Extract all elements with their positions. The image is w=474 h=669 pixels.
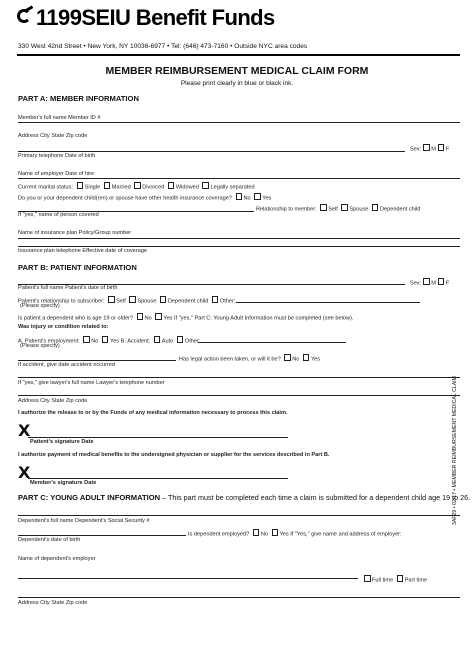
relationship-label: Relationship to member: bbox=[256, 206, 317, 213]
legal-action-yes-checkbox[interactable] bbox=[303, 354, 310, 361]
dependent-age-no-label: No bbox=[144, 315, 152, 322]
patient-sex-m-checkbox[interactable] bbox=[423, 278, 430, 285]
legal-action-no-label: No bbox=[292, 356, 300, 363]
relationship-row bbox=[256, 204, 420, 213]
dependent-age-yes-checkbox[interactable] bbox=[155, 313, 162, 320]
marital-single-label: Single bbox=[84, 184, 101, 191]
marital-single-checkbox[interactable] bbox=[77, 182, 84, 189]
accident-date-field[interactable] bbox=[18, 360, 176, 361]
other-coverage-yes-label: Yes bbox=[262, 195, 272, 202]
legal-action-row bbox=[179, 354, 320, 363]
other-coverage-no-label: No bbox=[243, 195, 251, 202]
dependent-age-yes-label: Yes If "yes," Part C: Young Adult Information must be completed (see below). bbox=[163, 315, 354, 322]
full-time-checkbox[interactable] bbox=[364, 575, 371, 582]
marital-divorced-label: Divorced bbox=[142, 184, 165, 191]
part-c-header bbox=[18, 493, 470, 502]
full-time-label: Full time bbox=[372, 577, 394, 584]
dependent-name-field[interactable] bbox=[18, 515, 460, 516]
part-time-checkbox[interactable] bbox=[397, 575, 404, 582]
member-name-field[interactable] bbox=[18, 122, 460, 123]
employment-yes-checkbox[interactable] bbox=[102, 336, 109, 343]
employment-type-row bbox=[362, 575, 427, 584]
authorize-statement: I authorize payment of medical benefits to the undersigned physician or supplier for the services described in Part B. bbox=[18, 452, 330, 458]
patient-sex-m-label: M bbox=[431, 280, 436, 287]
relationship-child-checkbox[interactable] bbox=[372, 204, 379, 211]
logo-mark-icon bbox=[17, 7, 35, 27]
member-sex-label: Sex: bbox=[410, 146, 422, 153]
funds-address: 330 West 42nd Street • New York, NY 10036-6977 • Tel: (646) 473-7160 • Outside NYC area codes bbox=[18, 43, 308, 50]
member-sex-f-label: F bbox=[445, 146, 450, 153]
patient-sex-f-checkbox[interactable] bbox=[438, 278, 445, 285]
member-name-label: Member's full name Member ID # bbox=[18, 115, 101, 121]
dependent-name-label: Dependent's full name Dependent's Social Security # bbox=[18, 518, 150, 524]
legal-action-question: Has legal action been taken, or will it be? bbox=[179, 356, 281, 363]
patient-sex-label: Sex: bbox=[410, 280, 422, 287]
logo-text: 1199SEIU Benefit Funds bbox=[36, 5, 275, 30]
dependent-age-question: Is patient a dependent who is age 19 or older? bbox=[18, 315, 134, 322]
patient-rel-spouse-label: Spouse bbox=[137, 298, 157, 305]
lawyer-address-label: Address City State Zip code bbox=[18, 398, 88, 404]
patient-relationship-label: Patient's relationship to subscriber: bbox=[18, 298, 105, 305]
patient-rel-self-label: Self bbox=[116, 298, 126, 305]
header-rule bbox=[17, 54, 460, 56]
dependent-age-row bbox=[18, 313, 353, 322]
relationship-self-checkbox[interactable] bbox=[320, 204, 327, 211]
dependent-address-field[interactable] bbox=[18, 597, 460, 598]
part-b-heading: PART B: PATIENT INFORMATION bbox=[18, 263, 137, 272]
form-subtitle: Please print clearly in blue or black ink. bbox=[180, 80, 294, 87]
other-coverage-yes-checkbox[interactable] bbox=[254, 193, 261, 200]
part-c-note: – This part must be completed each time a claim is submitted for a dependent child age 19 to 26. bbox=[162, 493, 471, 502]
insurance-phone-field[interactable] bbox=[18, 246, 460, 247]
lawyer-field[interactable] bbox=[18, 377, 460, 378]
other-coverage-row bbox=[18, 193, 271, 202]
dependent-employer-label: Name of dependent's employer bbox=[18, 556, 96, 562]
other-coverage-no-checkbox[interactable] bbox=[236, 193, 243, 200]
accident-other-label: Other: bbox=[184, 338, 201, 345]
marital-married-checkbox[interactable] bbox=[104, 182, 111, 189]
accident-auto-checkbox[interactable] bbox=[154, 336, 161, 343]
accident-other-field[interactable] bbox=[198, 342, 346, 343]
legal-action-yes-label: Yes bbox=[310, 356, 321, 363]
employment-label: A. Patient's employment: bbox=[18, 338, 80, 345]
accident-date-label: If accident, give date accident occurred bbox=[18, 362, 116, 368]
member-signature-x: X bbox=[18, 463, 31, 482]
marital-widowed-checkbox[interactable] bbox=[168, 182, 175, 189]
release-statement: I authorize the release to or by the Funds of any medical information necessary to process this claim. bbox=[18, 410, 288, 416]
patient-signature-field[interactable] bbox=[28, 437, 288, 438]
employer-field[interactable] bbox=[18, 178, 460, 179]
member-address-field[interactable] bbox=[18, 151, 405, 152]
dependent-employed-row bbox=[188, 529, 402, 538]
insurance-plan-field[interactable] bbox=[18, 238, 460, 239]
relationship-spouse-label: Spouse bbox=[349, 206, 369, 213]
legal-action-no-checkbox[interactable] bbox=[284, 354, 291, 361]
marital-divorced-checkbox[interactable] bbox=[134, 182, 141, 189]
marital-status-label: Current marital status: bbox=[18, 184, 74, 191]
member-sex-m-checkbox[interactable] bbox=[423, 144, 430, 151]
part-a-heading: PART A: MEMBER INFORMATION bbox=[18, 94, 139, 103]
patient-rel-other-field[interactable] bbox=[236, 302, 420, 303]
member-signature-label: Member's signature Date bbox=[30, 480, 97, 486]
insurance-plan-label: Name of insurance plan Policy/Group number bbox=[18, 230, 132, 236]
marital-widowed-label: Widowed bbox=[175, 184, 199, 191]
patient-signature-x: X bbox=[18, 421, 31, 440]
dependent-employed-yes-checkbox[interactable] bbox=[272, 529, 279, 536]
lawyer-label: If "yes," give lawyer's full name Lawyer's telephone number bbox=[18, 380, 165, 386]
patient-rel-other-checkbox[interactable] bbox=[212, 296, 219, 303]
dependent-employed-question: Is dependent employed? bbox=[188, 531, 250, 538]
accident-other-checkbox[interactable] bbox=[177, 336, 184, 343]
insurance-phone-label: Insurance plan telephone Effective date of coverage bbox=[18, 248, 147, 254]
member-address-label: Address City State Zip code bbox=[18, 133, 88, 139]
patient-rel-specify: (Please specify) bbox=[20, 303, 60, 309]
person-covered-label: If "yes," name of person covered bbox=[18, 212, 99, 218]
employment-no-label: No bbox=[91, 338, 99, 345]
member-signature-field[interactable] bbox=[28, 478, 288, 479]
member-sex bbox=[410, 144, 449, 153]
patient-rel-child-label: Dependent child bbox=[167, 298, 209, 305]
relationship-self-label: Self bbox=[328, 206, 338, 213]
patient-signature-label: Patient's signature Date bbox=[30, 439, 94, 445]
employment-specify: (Please specify) bbox=[20, 343, 60, 349]
patient-sex-f-label: F bbox=[445, 280, 450, 287]
dependent-employed-no-checkbox[interactable] bbox=[253, 529, 260, 536]
dependent-employer-field[interactable] bbox=[18, 578, 358, 579]
dependent-dob-field[interactable] bbox=[18, 535, 186, 536]
dependent-address-label: Address City State Zip code bbox=[18, 600, 88, 606]
patient-rel-self-checkbox[interactable] bbox=[108, 296, 115, 303]
part-c-heading: PART C: YOUNG ADULT INFORMATION bbox=[18, 493, 161, 502]
part-time-label: Part time bbox=[404, 577, 428, 584]
marital-status-row bbox=[18, 182, 255, 191]
dependent-employed-yes-label: Yes If "Yes," give name and address of employer: bbox=[279, 531, 402, 538]
form-title: MEMBER REIMBURSEMENT MEDICAL CLAIM FORM bbox=[105, 65, 369, 77]
patient-rel-other-label: Other: bbox=[219, 298, 236, 305]
marital-separated-checkbox[interactable] bbox=[202, 182, 209, 189]
dependent-employed-no-label: No bbox=[260, 531, 268, 538]
other-coverage-question: Do you or your dependent child(ren) or spouse have other health insurance coverage? bbox=[18, 195, 232, 202]
member-sex-m-label: M bbox=[431, 146, 436, 153]
logo bbox=[17, 4, 275, 32]
patient-sex bbox=[410, 278, 449, 287]
patient-name-label: Patient's full name Patient's date of birth bbox=[18, 285, 118, 291]
relationship-spouse-checkbox[interactable] bbox=[341, 204, 348, 211]
employer-label: Name of employer Date of hire bbox=[18, 171, 95, 177]
relationship-child-label: Dependent child bbox=[379, 206, 421, 213]
employment-no-checkbox[interactable] bbox=[83, 336, 90, 343]
accident-auto-label: Auto bbox=[161, 338, 174, 345]
patient-rel-spouse-checkbox[interactable] bbox=[129, 296, 136, 303]
form-code-side-text: 3AF29 • 02/17 • MEMBER REIMBURSEMENT MEDICAL CLAIM bbox=[452, 376, 458, 525]
patient-rel-child-checkbox[interactable] bbox=[160, 296, 167, 303]
marital-married-label: Married bbox=[111, 184, 131, 191]
dependent-dob-label: Dependent's date of birth bbox=[18, 537, 81, 543]
member-sex-f-checkbox[interactable] bbox=[438, 144, 445, 151]
marital-separated-label: Legally separated bbox=[210, 184, 255, 191]
employment-yes-label: Yes B. Accident: bbox=[109, 338, 151, 345]
member-phone-dob-label: Primary telephone Date of birth bbox=[18, 153, 96, 159]
dependent-age-no-checkbox[interactable] bbox=[137, 313, 144, 320]
injury-question: Was injury or condition related to: bbox=[18, 324, 109, 330]
lawyer-address-field[interactable] bbox=[18, 395, 460, 396]
